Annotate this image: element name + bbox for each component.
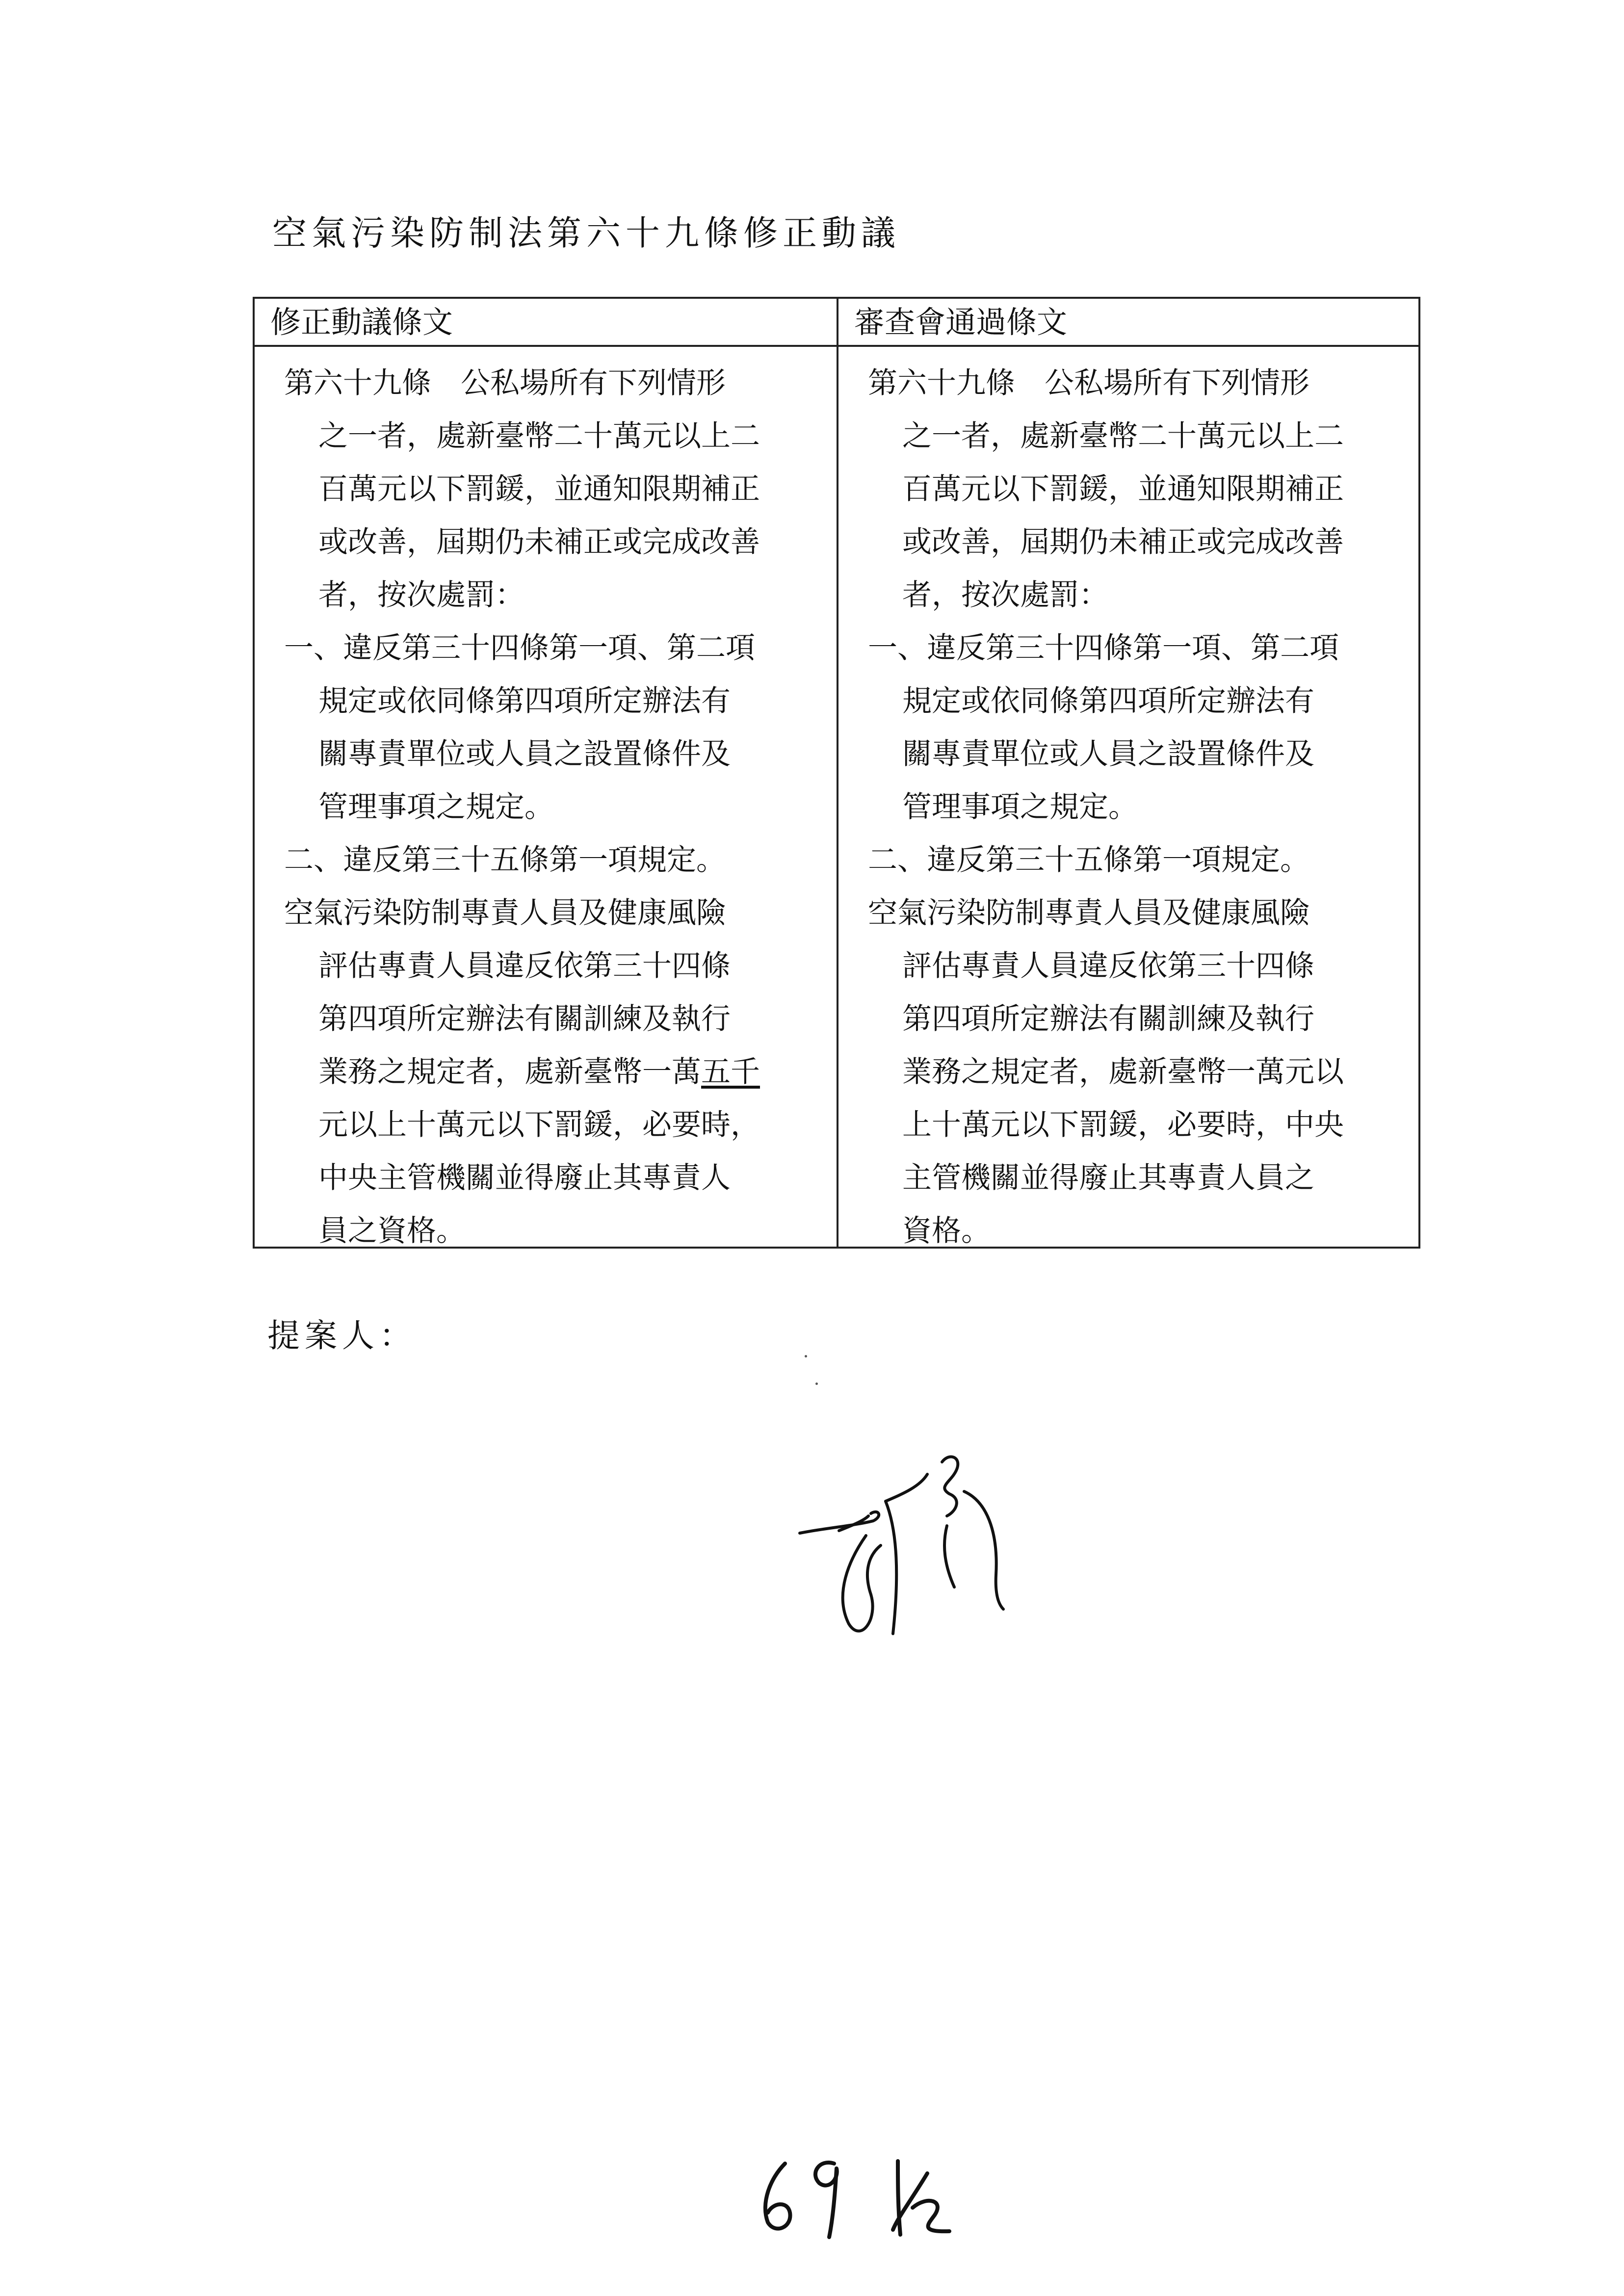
scan-speck — [805, 1355, 807, 1357]
right-column-body — [838, 347, 1418, 1247]
line: 第四項所定辦法有關訓練及執行 — [902, 1002, 1314, 1036]
line: 二、違反第三十五條第一項規定。 — [284, 843, 726, 877]
left-para-3 — [284, 834, 837, 887]
right-para-2 — [868, 622, 1418, 834]
left-para-2 — [284, 622, 837, 834]
handwritten-page-number — [751, 2144, 1006, 2242]
line: 百萬元以下罰鍰，並通知限期補正 — [902, 472, 1344, 506]
comparison-table — [253, 297, 1420, 1249]
line: 業務之規定者，處新臺幣一萬元以 — [902, 1055, 1344, 1089]
line: 管理事項之規定。 — [318, 790, 554, 824]
right-para-1 — [868, 357, 1418, 622]
line: 規定或依同條第四項所定辦法有 — [902, 684, 1314, 718]
amended-text: 五千 — [701, 1055, 760, 1089]
line: 空氣污染防制專責人員及健康風險 — [868, 896, 1310, 930]
scan-speck — [815, 1383, 818, 1385]
right-para-4 — [868, 887, 1418, 1247]
document-title: 空氣污染防制法第六十九條修正動議 — [272, 213, 900, 253]
handwritten-signature — [780, 1447, 1055, 1663]
line: 之一者，處新臺幣二十萬元以上二 — [902, 419, 1344, 453]
line: 第四項所定辦法有關訓練及執行 — [318, 1002, 731, 1036]
right-para-3 — [868, 834, 1418, 887]
line: 規定或依同條第四項所定辦法有 — [318, 684, 731, 718]
line-text: 業務之規定者，處新臺幣一萬 — [318, 1055, 701, 1089]
line: 者，按次處罰： — [318, 578, 524, 612]
line: 員之資格。 — [318, 1214, 466, 1247]
line: 一、違反第三十四條第一項、第二項 — [868, 631, 1339, 665]
line: 中央主管機關並得廢止其專責人 — [318, 1161, 731, 1195]
left-para-1 — [284, 357, 837, 622]
line: 關專責單位或人員之設置條件及 — [902, 737, 1314, 771]
line: 者，按次處罰： — [902, 578, 1108, 612]
line: 管理事項之規定。 — [902, 790, 1138, 824]
line: 上十萬元以下罰鍰，必要時，中央 — [902, 1108, 1344, 1142]
line: 評估專責人員違反依第三十四條 — [902, 949, 1314, 983]
line: 第六十九條 公私場所有下列情形 — [284, 366, 726, 400]
line: 第六十九條 公私場所有下列情形 — [868, 366, 1310, 400]
left-column-body — [255, 347, 838, 1247]
line: 元以上十萬元以下罰鍰，必要時， — [318, 1108, 760, 1142]
line: 主管機關並得廢止其專責人員之 — [902, 1161, 1314, 1195]
line: 一、違反第三十四條第一項、第二項 — [284, 631, 755, 665]
line: 關專責單位或人員之設置條件及 — [318, 737, 731, 771]
line: 空氣污染防制專責人員及健康風險 — [284, 896, 726, 930]
line: 資格。 — [902, 1214, 991, 1247]
line: 評估專責人員違反依第三十四條 — [318, 949, 731, 983]
proposer-label: 提案人： — [267, 1317, 417, 1355]
line: 二、違反第三十五條第一項規定。 — [868, 843, 1310, 877]
header-right: 審查會通過條文 — [838, 299, 1418, 347]
line: 百萬元以下罰鍰，並通知限期補正 — [318, 472, 760, 506]
line: 或改善，屆期仍未補正或完成改善 — [318, 525, 760, 559]
amended-line — [284, 1045, 837, 1098]
left-para-4 — [284, 887, 837, 1247]
line: 或改善，屆期仍未補正或完成改善 — [902, 525, 1344, 559]
header-left: 修正動議條文 — [255, 299, 838, 347]
line: 之一者，處新臺幣二十萬元以上二 — [318, 419, 760, 453]
